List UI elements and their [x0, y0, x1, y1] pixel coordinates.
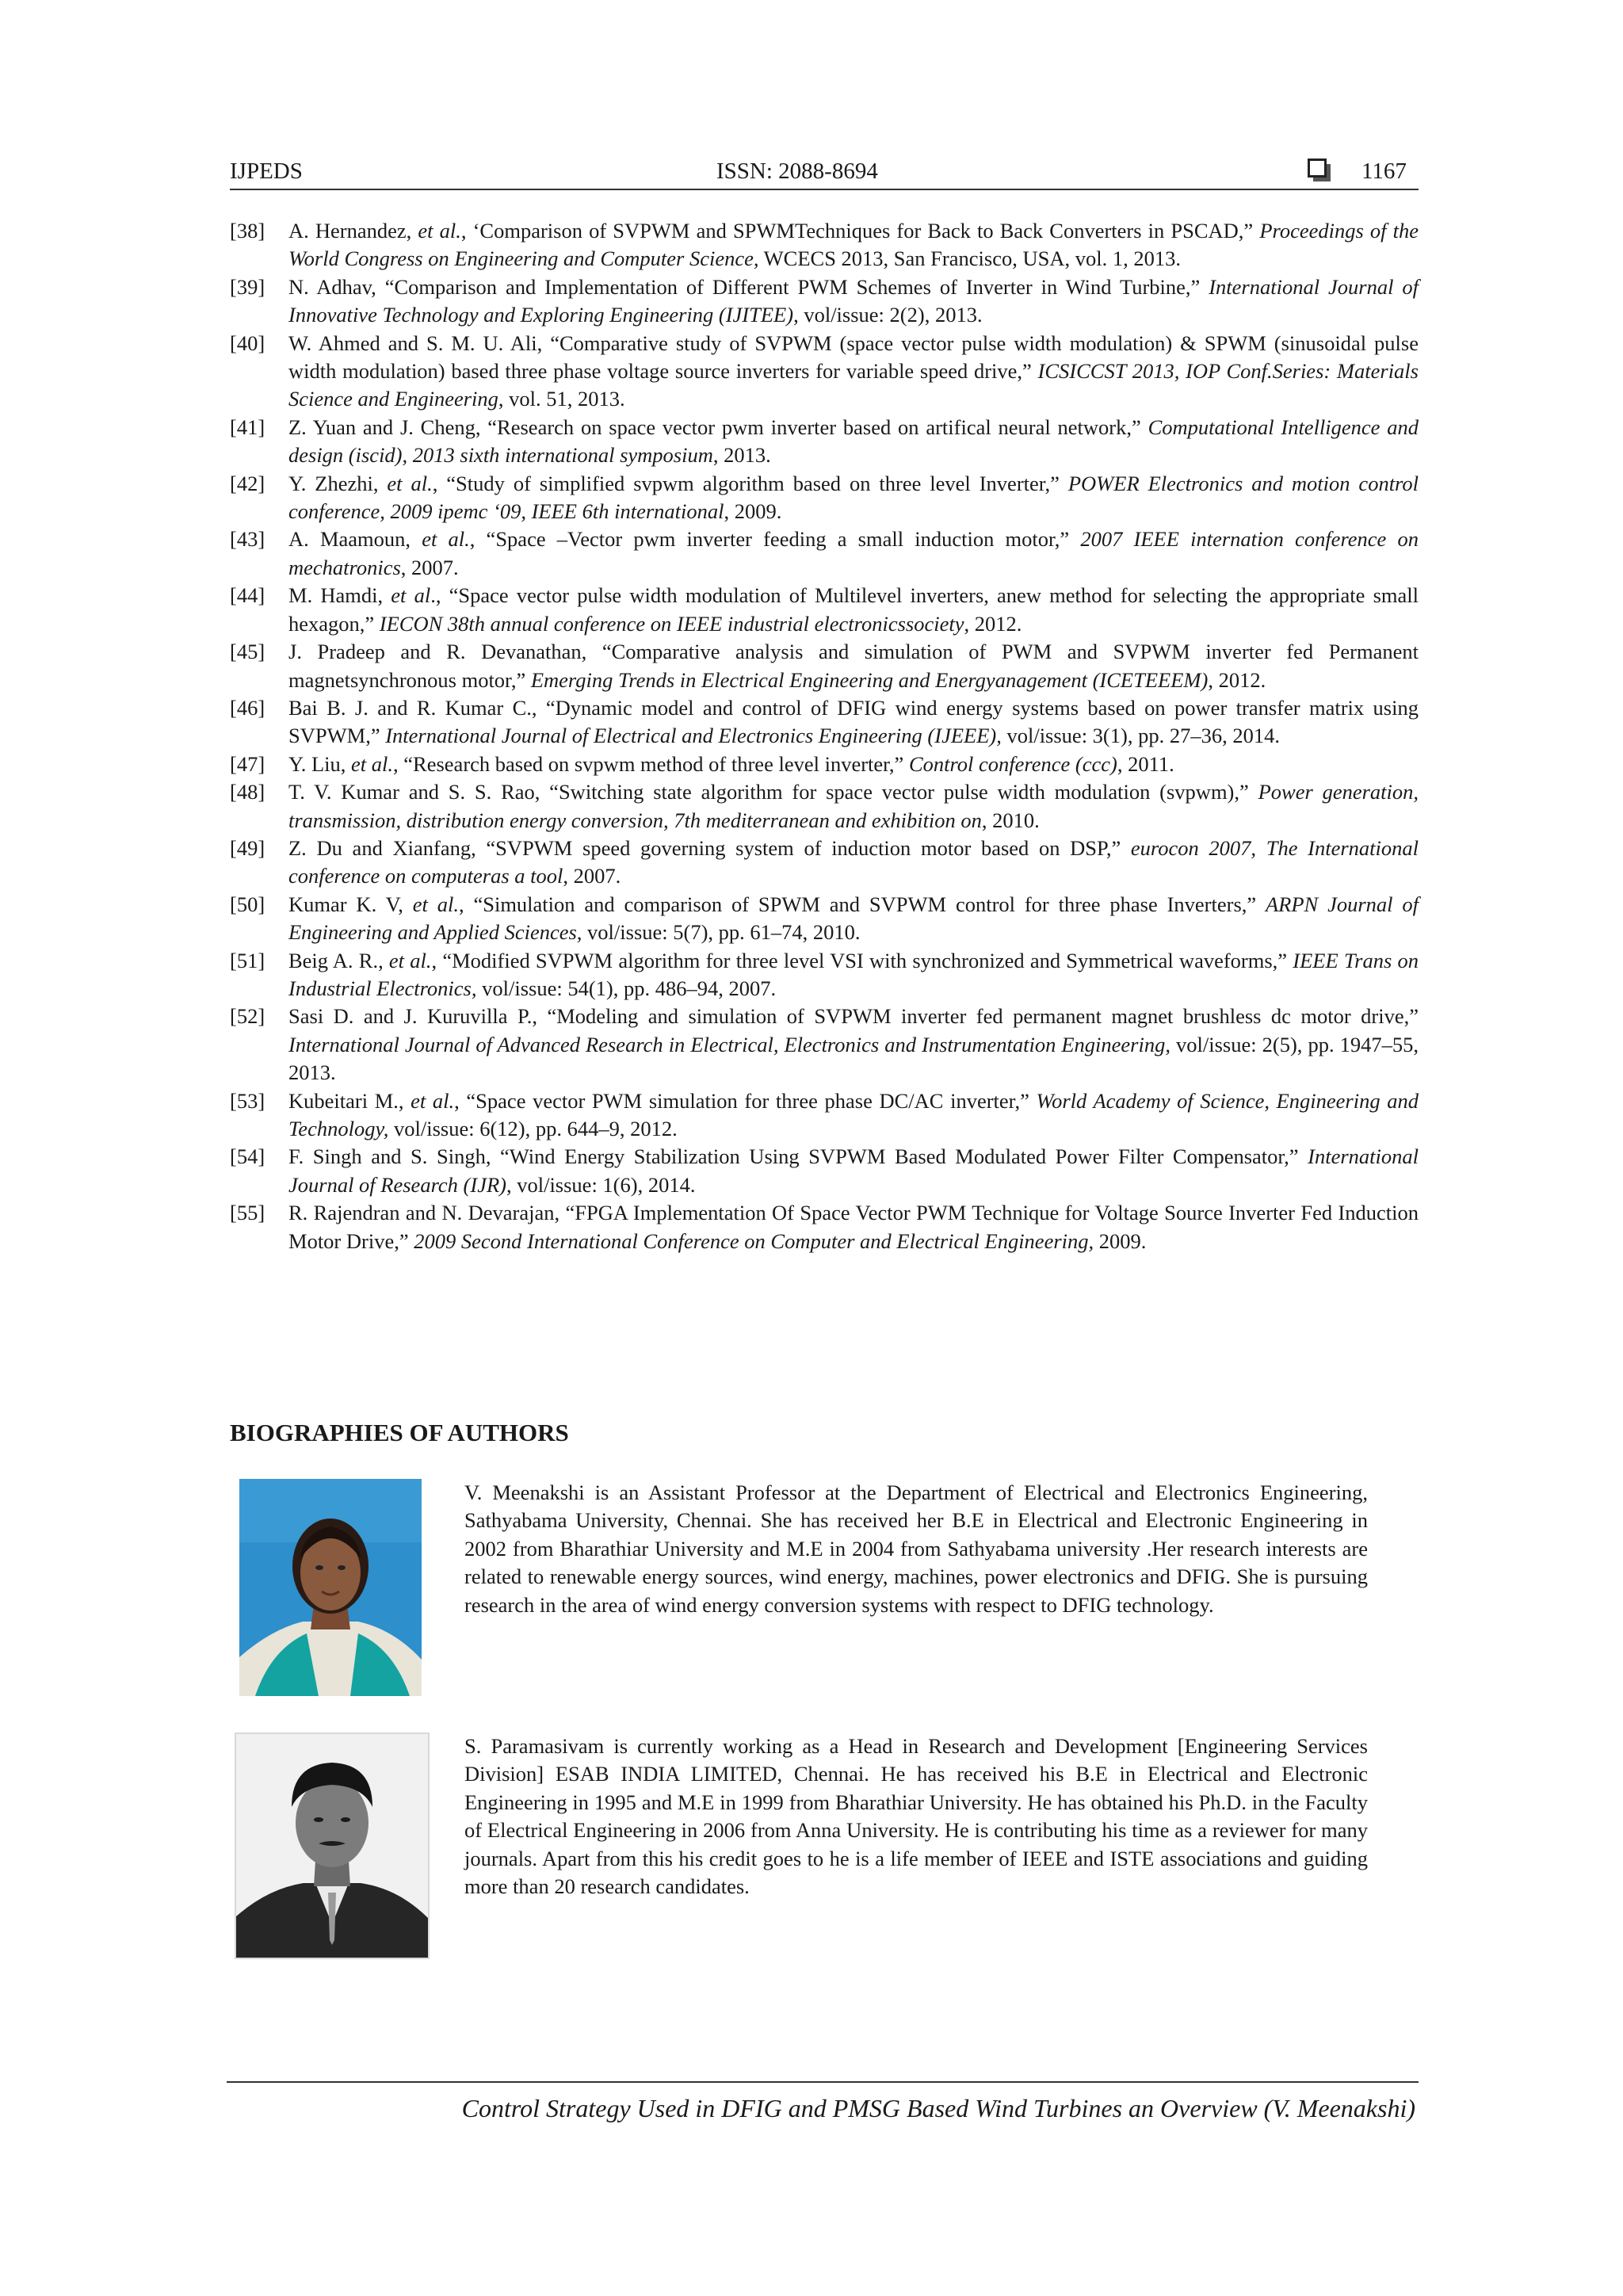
reference-number: [40]	[230, 330, 265, 355]
reference-text: , 2009.	[724, 499, 782, 524]
reference-text: , 2010.	[981, 808, 1040, 832]
reference-text: , 2012.	[964, 611, 1022, 636]
reference-text: , “Simulation and comparison of SPWM and SVPWM control for three phase Inverters,”	[458, 892, 1266, 916]
reference-italic-text: World Academy of Science, Engineering and Technology,	[288, 1088, 1419, 1140]
reference-text: W. Ahmed and S. M. U. Ali, “Comparative study of SVPWM (space vector pulse width modulation) & SPWM (sinusoidal pulse width modulation) based three phase voltage source inverters for variable speed drive,”	[288, 330, 1419, 384]
reference-text: , 2011.	[1117, 751, 1174, 776]
reference-italic-text: Proceedings of the World Congress on Engineering and Computer Science,	[288, 219, 1419, 271]
reference-number: [50]	[230, 892, 265, 916]
reference-item	[230, 1003, 1419, 1087]
reference-italic-text: eurocon 2007, The International conference on computeras a tool	[288, 835, 1419, 888]
running-footer: Control Strategy Used in DFIG and PMSG Based Wind Turbines an Overview (V. Meenakshi)	[461, 2094, 1415, 2122]
reference-number: [42]	[230, 471, 265, 495]
reference-text: , “Study of simplified svpwm algorithm based on three level Inverter,”	[432, 471, 1068, 495]
reference-number: [54]	[230, 1144, 265, 1169]
reference-text: ., “Space vector pulse width modulation of Multilevel inverters, anew method for selecting the appropriate small hexagon,”	[288, 583, 1419, 636]
biographies-heading: BIOGRAPHIES OF AUTHORS	[230, 1419, 569, 1446]
reference-text: , “Space –Vector pwm inverter feeding a small induction motor,”	[469, 527, 1081, 552]
running-header	[230, 155, 1419, 187]
reference-text: vol/issue: 2(5), pp. 1947–55, 2013.	[288, 1032, 1419, 1085]
author-bio-paramasivam: S. Paramasivam is currently working as a Head in Research and Development [Engineering Services Division] ESAB INDIA LIMITED, Chennai. He has received his B.E in Electrical and Electronic Engineering in 1995 and M.E in 1999 from Bharathiar University. He has obtained his Ph.D. in the Faculty of Electrical Engineering in 2006 from Anna University. He is contributing his time as a reviewer for many journals. Apart from this his credit goes to he is a life member of IEEE and ISTE associations and guiding more than 20 research candidates.	[464, 1734, 1368, 1899]
author-photo-meenakshi	[239, 1479, 422, 1696]
author-bio-meenakshi: V. Meenakshi is an Assistant Professor at the Department of Electrical and Electronics Engineering, Sathyabama University, Chennai. She has received her B.E in Electrical and Electronic Engineering in 2002 from Bharathiar University and M.E in 2004 from Sathyabama university .Her research interests are related to renewable energy sources, wind energy, machines, power electronics and DFIG. She is pursuing research in the area of wind energy conversion systems with respect to DFIG technology.	[464, 1480, 1368, 1617]
reference-item	[230, 1199, 1419, 1255]
reference-italic-text: International Journal of Advanced Research in Electrical, Electronics and Instrumentation Engineering,	[288, 1032, 1170, 1056]
footer-rule	[227, 2081, 1419, 2083]
reference-text: , 2007.	[563, 864, 621, 888]
reference-italic-text: IECON 38th annual conference on IEEE industrial electronicssociety	[379, 611, 964, 636]
reference-italic-text: et al.	[412, 892, 459, 916]
reference-item	[230, 414, 1419, 470]
reference-text: N. Adhav, “Comparison and Implementation of Different PWM Schemes of Inverter in Wind Turbine,”	[288, 274, 1209, 299]
reference-number: [46]	[230, 695, 265, 720]
reference-item	[230, 694, 1419, 751]
reference-item	[230, 525, 1419, 582]
reference-text: Kumar K. V,	[288, 892, 413, 916]
issn: ISSN: 2088-8694	[716, 159, 878, 184]
reference-text: vol/issue: 3(1), pp. 27–36, 2014.	[1001, 724, 1280, 748]
reference-number: [41]	[230, 415, 265, 439]
reference-text: , 2007.	[400, 555, 459, 579]
reference-text: F. Singh and S. Singh, “Wind Energy Stabilization Using SVPWM Based Modulated Power Filter Compensator,”	[288, 1144, 1308, 1169]
reference-item	[230, 273, 1419, 330]
reference-italic-text: et al.	[388, 948, 432, 972]
reference-italic-text: Control conference (ccc)	[908, 751, 1117, 776]
reference-item	[230, 751, 1419, 778]
reference-italic-text: International Journal of Electrical and Electronics Engineering (IJEEE),	[385, 724, 1002, 748]
reference-item	[230, 1087, 1419, 1144]
reference-italic-text: Emerging Trends in Electrical Engineering and Energyanagement (ICETEEEM)	[530, 667, 1209, 692]
reference-text: Z. Du and Xianfang, “SVPWM speed governing system of induction motor based on DSP,”	[288, 835, 1131, 860]
reference-number: [38]	[230, 219, 265, 243]
reference-number: [53]	[230, 1088, 265, 1113]
reference-text: Y. Liu,	[288, 751, 352, 776]
reference-text: Kubeitari M.,	[288, 1088, 411, 1113]
reference-number: [45]	[230, 640, 265, 664]
reference-italic-text: et al.	[351, 751, 394, 776]
reference-text: , 2013.	[712, 443, 771, 468]
reference-italic-text: POWER Electronics and motion control conference, 2009 ipemc ‘09, IEEE 6th international	[288, 471, 1419, 524]
reference-text: R. Rajendran and N. Devarajan, “FPGA Implementation Of Space Vector PWM Technique for Voltage Source Inverter Fed Induction Motor Drive,”	[288, 1201, 1419, 1253]
reference-text: Y. Zhezhi,	[288, 471, 388, 495]
reference-italic-text: International Journal of Research (IJR)	[288, 1144, 1419, 1197]
reference-item	[230, 947, 1419, 1003]
reference-item	[230, 470, 1419, 526]
reference-italic-text: ICSICCST 2013, IOP Conf.Series: Materials Science and Engineering	[288, 359, 1419, 411]
reference-italic-text: et al.	[387, 471, 433, 495]
reference-text: Beig A. R.,	[288, 948, 389, 972]
reference-italic-text: ARPN Journal of Engineering and Applied Sciences,	[288, 892, 1419, 945]
reference-list	[230, 217, 1419, 1255]
reference-number: [51]	[230, 948, 265, 972]
reference-text: WCECS 2013, San Francisco, USA, vol. 1, 2013.	[758, 246, 1181, 271]
reference-text: Bai B. J. and R. Kumar C., “Dynamic model and control of DFIG wind energy systems based on power transfer matrix using SVPWM,”	[288, 695, 1419, 748]
header-rule	[230, 189, 1419, 190]
reference-italic-text: et al	[391, 583, 431, 608]
reference-text: , ‘Comparison of SVPWM and SPWMTechniques for Back to Back Converters in PSCAD,”	[460, 219, 1260, 243]
reference-text: T. V. Kumar and S. S. Rao, “Switching state algorithm for space vector pulse width modulation (svpwm),”	[288, 780, 1258, 804]
reference-text: Z. Yuan and J. Cheng, “Research on space vector pwm inverter based on artifical neural network,”	[288, 415, 1148, 439]
reference-italic-text: et al.	[411, 1088, 455, 1113]
reference-text: J. Pradeep and R. Devanathan, “Comparative analysis and simulation of PWM and SVPWM inverter fed Permanent magnetsynchronous motor,”	[288, 640, 1419, 692]
reference-text: 2009.	[1094, 1228, 1147, 1253]
reference-item	[230, 217, 1419, 273]
reference-text: A. Hernandez,	[288, 219, 418, 243]
reference-text: , vol. 51, 2013.	[498, 387, 625, 411]
reference-text: vol/issue: 6(12), pp. 644–9, 2012.	[388, 1117, 678, 1140]
square-bullet-icon	[1308, 159, 1327, 178]
reference-text: Sasi D. and J. Kuruvilla P., “Modeling and simulation of SVPWM inverter fed permanent magnet brushless dc motor drive,”	[288, 1004, 1419, 1029]
reference-number: [49]	[230, 835, 265, 860]
reference-text: vol/issue: 5(7), pp. 61–74, 2010.	[582, 920, 861, 945]
reference-number: [44]	[230, 583, 265, 608]
reference-item	[230, 778, 1419, 835]
reference-italic-text: 2007 IEEE internation conference on mechatronics	[288, 527, 1419, 579]
reference-number: [39]	[230, 274, 265, 299]
reference-item	[230, 330, 1419, 414]
reference-number: [43]	[230, 527, 265, 552]
reference-number: [47]	[230, 751, 265, 776]
reference-italic-text: International Journal of Innovative Technology and Exploring Engineering (IJITEE)	[288, 274, 1419, 327]
reference-number: [52]	[230, 1004, 265, 1029]
reference-text: , “Research based on svpwm method of three level inverter,”	[393, 751, 909, 776]
reference-item	[230, 891, 1419, 947]
reference-text: , 2012.	[1208, 667, 1266, 692]
page-number: 1167	[1361, 159, 1407, 184]
author-photo-paramasivam	[235, 1733, 430, 1959]
reference-text: A. Maamoun,	[288, 527, 422, 552]
reference-italic-text: IEEE Trans on Industrial Electronics,	[288, 948, 1419, 1000]
reference-number: [55]	[230, 1201, 265, 1225]
reference-item	[230, 582, 1419, 638]
reference-italic-text: et al.	[422, 527, 470, 552]
journal-name: IJPEDS	[230, 159, 303, 184]
reference-italic-text: 2009 Second International Conference on Computer and Electrical Engineering,	[414, 1228, 1094, 1253]
reference-item	[230, 835, 1419, 891]
reference-italic-text: Power generation, transmission, distribution energy conversion, 7th mediterranean and exhibition on	[288, 780, 1419, 832]
reference-item	[230, 1143, 1419, 1199]
reference-item	[230, 638, 1419, 694]
reference-text: , “Modified SVPWM algorithm for three level VSI with synchronized and Symmetrical waveforms,”	[431, 948, 1293, 972]
reference-text: vol/issue: 54(1), pp. 486–94, 2007.	[476, 976, 777, 1000]
reference-text: , vol/issue: 2(2), 2013.	[793, 303, 983, 327]
reference-text: M. Hamdi,	[288, 583, 391, 608]
reference-italic-text: et al.	[418, 219, 461, 243]
reference-text: , vol/issue: 1(6), 2014.	[506, 1172, 696, 1197]
reference-text: , “Space vector PWM simulation for three phase DC/AC inverter,”	[454, 1088, 1037, 1113]
reference-number: [48]	[230, 780, 265, 804]
reference-italic-text: Computational Intelligence and design (iscid), 2013 sixth international symposium	[288, 415, 1419, 468]
